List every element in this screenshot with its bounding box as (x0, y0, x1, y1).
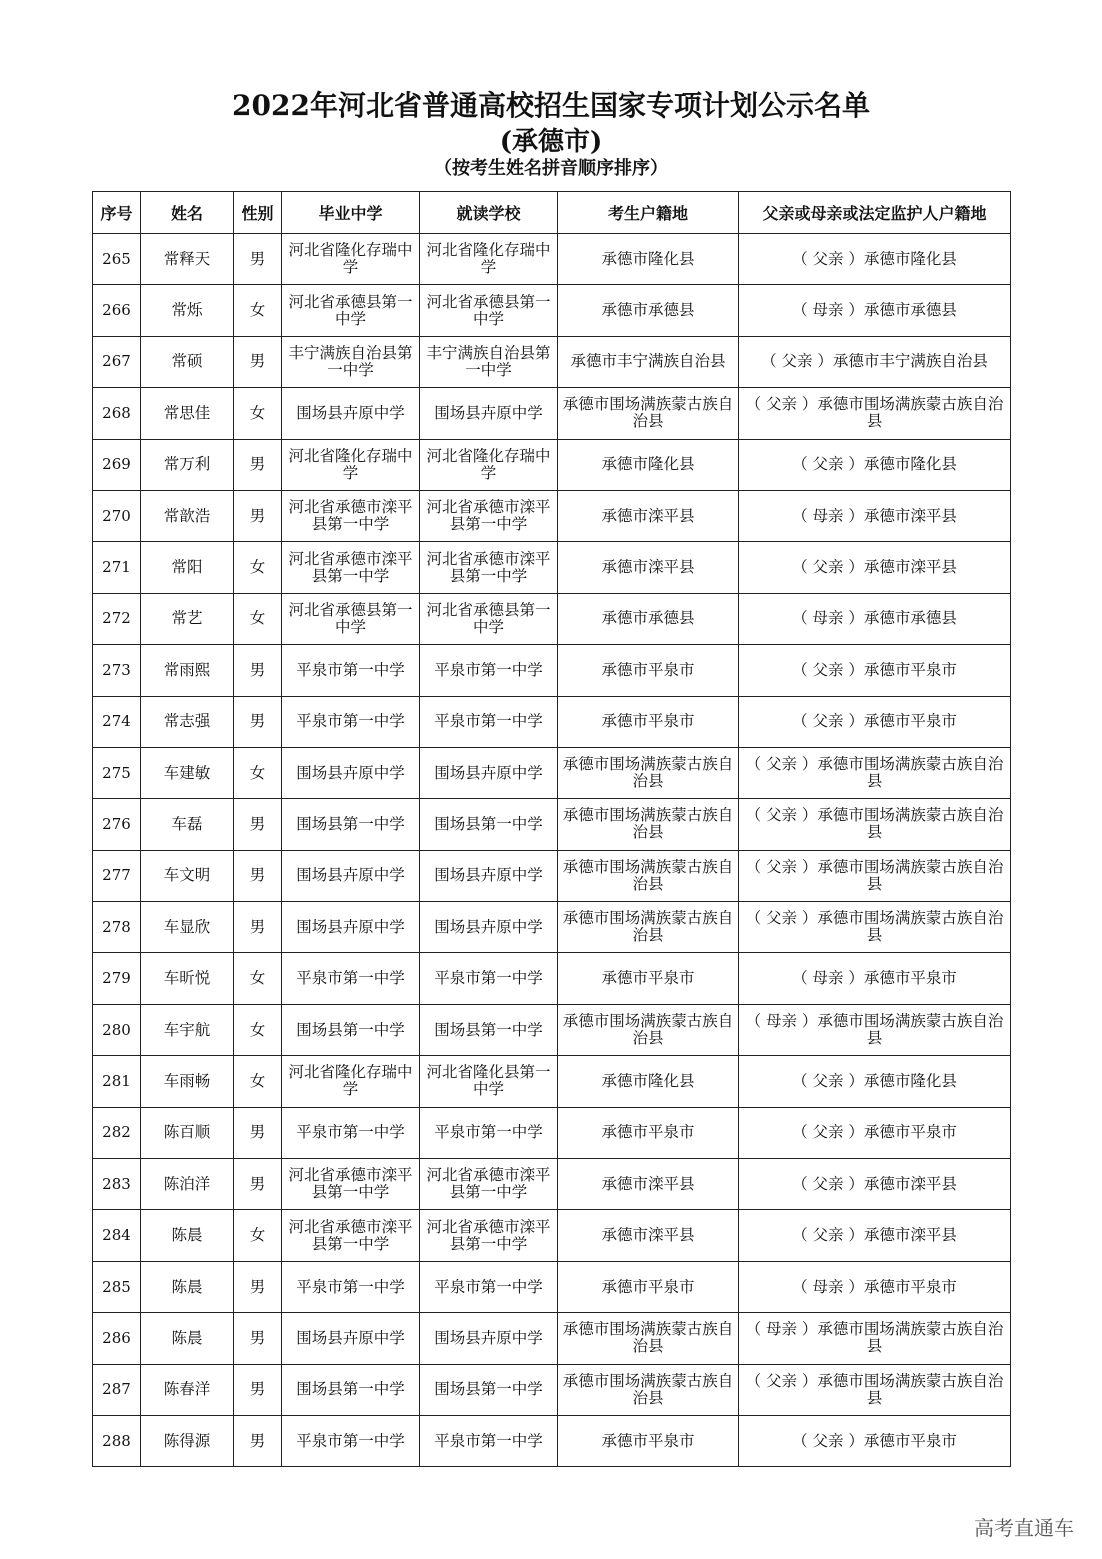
cell-current-school: 平泉市第一中学 (420, 1415, 558, 1466)
cell-graduated-school: 围场县第一中学 (282, 799, 420, 850)
cell-name: 车显欣 (141, 902, 234, 953)
cell-name: 陈晨 (141, 1261, 234, 1312)
cell-graduated-school: 围场县第一中学 (282, 1004, 420, 1055)
cell-guardian-domicile: （ 母亲 ）承德市平泉市 (739, 953, 1011, 1004)
cell-graduated-school: 平泉市第一中学 (282, 953, 420, 1004)
cell-current-school: 河北省隆化存瑞中学 (420, 234, 558, 285)
cell-guardian-domicile: （ 父亲 ）承德市隆化县 (739, 234, 1011, 285)
cell-graduated-school: 河北省承德市滦平县第一中学 (282, 1159, 420, 1210)
cell-gender: 男 (234, 439, 282, 490)
cell-name: 陈得源 (141, 1415, 234, 1466)
table-row (93, 1415, 1011, 1466)
table-row (93, 1004, 1011, 1055)
table-row (93, 542, 1011, 593)
cell-student-domicile: 承德市围场满族蒙古族自治县 (558, 850, 739, 901)
cell-seq: 283 (93, 1159, 141, 1210)
cell-gender: 男 (234, 1107, 282, 1158)
cell-guardian-domicile: （ 父亲 ）承德市平泉市 (739, 1415, 1011, 1466)
cell-name: 陈泊洋 (141, 1159, 234, 1210)
table-row (93, 696, 1011, 747)
cell-name: 常烁 (141, 285, 234, 336)
cell-guardian-domicile: （ 母亲 ）承德市承德县 (739, 285, 1011, 336)
cell-guardian-domicile: （ 父亲 ）承德市滦平县 (739, 1159, 1011, 1210)
table-row (93, 902, 1011, 953)
cell-gender: 女 (234, 747, 282, 798)
cell-current-school: 平泉市第一中学 (420, 1261, 558, 1312)
cell-student-domicile: 承德市隆化县 (558, 1056, 739, 1107)
cell-graduated-school: 河北省隆化存瑞中学 (282, 234, 420, 285)
cell-seq: 275 (93, 747, 141, 798)
table-row (93, 1159, 1011, 1210)
cell-student-domicile: 承德市滦平县 (558, 1159, 739, 1210)
cell-seq: 268 (93, 388, 141, 439)
cell-graduated-school: 河北省承德市滦平县第一中学 (282, 542, 420, 593)
cell-student-domicile: 承德市滦平县 (558, 1210, 739, 1261)
cell-name: 常雨熙 (141, 645, 234, 696)
cell-current-school: 围场县第一中学 (420, 1004, 558, 1055)
cell-current-school: 围场县第一中学 (420, 1364, 558, 1415)
cell-guardian-domicile: （ 母亲 ）承德市承德县 (739, 593, 1011, 644)
cell-guardian-domicile: （ 父亲 ）承德市平泉市 (739, 645, 1011, 696)
cell-current-school: 平泉市第一中学 (420, 696, 558, 747)
header-seq: 序号 (93, 192, 141, 234)
cell-student-domicile: 承德市围场满族蒙古族自治县 (558, 1364, 739, 1415)
cell-seq: 284 (93, 1210, 141, 1261)
cell-gender: 女 (234, 1056, 282, 1107)
cell-graduated-school: 围场县卉原中学 (282, 388, 420, 439)
cell-gender: 女 (234, 593, 282, 644)
cell-student-domicile: 承德市平泉市 (558, 953, 739, 1004)
header-gender: 性别 (234, 192, 282, 234)
cell-current-school: 河北省承德县第一中学 (420, 593, 558, 644)
roster-body (93, 234, 1011, 1467)
table-row (93, 234, 1011, 285)
cell-graduated-school: 河北省承德市滦平县第一中学 (282, 490, 420, 541)
cell-name: 常万利 (141, 439, 234, 490)
cell-gender: 男 (234, 336, 282, 387)
cell-gender: 男 (234, 234, 282, 285)
cell-student-domicile: 承德市平泉市 (558, 1261, 739, 1312)
cell-seq: 273 (93, 645, 141, 696)
cell-guardian-domicile: （ 父亲 ）承德市平泉市 (739, 696, 1011, 747)
cell-student-domicile: 承德市围场满族蒙古族自治县 (558, 799, 739, 850)
cell-name: 车建敏 (141, 747, 234, 798)
cell-student-domicile: 承德市平泉市 (558, 1107, 739, 1158)
cell-name: 陈晨 (141, 1313, 234, 1364)
cell-seq: 270 (93, 490, 141, 541)
cell-seq: 274 (93, 696, 141, 747)
cell-gender: 男 (234, 1313, 282, 1364)
sort-note: （按考生姓名拼音顺序排序） (434, 158, 668, 179)
cell-current-school: 河北省承德市滦平县第一中学 (420, 490, 558, 541)
table-row (93, 490, 1011, 541)
cell-current-school: 河北省承德市滦平县第一中学 (420, 1210, 558, 1261)
cell-student-domicile: 承德市滦平县 (558, 490, 739, 541)
cell-guardian-domicile: （ 父亲 ）承德市围场满族蒙古族自治县 (739, 850, 1011, 901)
cell-student-domicile: 承德市平泉市 (558, 645, 739, 696)
cell-name: 常释天 (141, 234, 234, 285)
cell-seq: 281 (93, 1056, 141, 1107)
cell-student-domicile: 承德市丰宁满族自治县 (558, 336, 739, 387)
cell-current-school: 河北省隆化县第一中学 (420, 1056, 558, 1107)
cell-seq: 278 (93, 902, 141, 953)
table-row (93, 439, 1011, 490)
cell-current-school: 围场县卉原中学 (420, 902, 558, 953)
cell-current-school: 围场县卉原中学 (420, 1313, 558, 1364)
cell-name: 陈晨 (141, 1210, 234, 1261)
cell-guardian-domicile: （ 父亲 ）承德市滦平县 (739, 1210, 1011, 1261)
cell-guardian-domicile: （ 父亲 ）承德市围场满族蒙古族自治县 (739, 799, 1011, 850)
table-row (93, 747, 1011, 798)
cell-current-school: 河北省承德市滦平县第一中学 (420, 1159, 558, 1210)
cell-guardian-domicile: （ 父亲 ）承德市隆化县 (739, 1056, 1011, 1107)
cell-graduated-school: 河北省隆化存瑞中学 (282, 1056, 420, 1107)
cell-graduated-school: 围场县卉原中学 (282, 902, 420, 953)
cell-graduated-school: 围场县卉原中学 (282, 747, 420, 798)
table-row (93, 593, 1011, 644)
cell-seq: 276 (93, 799, 141, 850)
cell-guardian-domicile: （ 母亲 ）承德市围场满族蒙古族自治县 (739, 1004, 1011, 1055)
table-row (93, 1107, 1011, 1158)
table-row (93, 799, 1011, 850)
document-title: 2022年河北省普通高校招生国家专项计划公示名单 (232, 89, 870, 122)
cell-current-school: 平泉市第一中学 (420, 1107, 558, 1158)
cell-graduated-school: 河北省承德市滦平县第一中学 (282, 1210, 420, 1261)
cell-current-school: 河北省承德县第一中学 (420, 285, 558, 336)
cell-gender: 女 (234, 1210, 282, 1261)
cell-name: 常硕 (141, 336, 234, 387)
header-name: 姓名 (141, 192, 234, 234)
cell-name: 常艺 (141, 593, 234, 644)
cell-gender: 男 (234, 645, 282, 696)
cell-gender: 男 (234, 1159, 282, 1210)
cell-gender: 女 (234, 953, 282, 1004)
table-row (93, 1313, 1011, 1364)
cell-current-school: 围场县第一中学 (420, 799, 558, 850)
table-row (93, 1210, 1011, 1261)
cell-student-domicile: 承德市围场满族蒙古族自治县 (558, 388, 739, 439)
table-row (93, 388, 1011, 439)
cell-name: 车宇航 (141, 1004, 234, 1055)
cell-name: 常歆浩 (141, 490, 234, 541)
cell-gender: 男 (234, 850, 282, 901)
cell-student-domicile: 承德市隆化县 (558, 234, 739, 285)
table-row (93, 336, 1011, 387)
cell-graduated-school: 平泉市第一中学 (282, 1107, 420, 1158)
cell-student-domicile: 承德市平泉市 (558, 696, 739, 747)
table-row (93, 850, 1011, 901)
cell-graduated-school: 围场县卉原中学 (282, 850, 420, 901)
roster-table (92, 191, 1011, 1467)
watermark-text: 高考直通车 (974, 1516, 1074, 1540)
cell-seq: 288 (93, 1415, 141, 1466)
cell-student-domicile: 承德市承德县 (558, 593, 739, 644)
table-row (93, 285, 1011, 336)
cell-gender: 男 (234, 1415, 282, 1466)
cell-student-domicile: 承德市平泉市 (558, 1415, 739, 1466)
cell-student-domicile: 承德市滦平县 (558, 542, 739, 593)
cell-current-school: 围场县卉原中学 (420, 747, 558, 798)
cell-graduated-school: 平泉市第一中学 (282, 696, 420, 747)
cell-gender: 男 (234, 1261, 282, 1312)
cell-guardian-domicile: （ 父亲 ）承德市平泉市 (739, 1107, 1011, 1158)
table-row (93, 1364, 1011, 1415)
cell-seq: 286 (93, 1313, 141, 1364)
cell-seq: 287 (93, 1364, 141, 1415)
cell-seq: 272 (93, 593, 141, 644)
cell-name: 车雨畅 (141, 1056, 234, 1107)
cell-student-domicile: 承德市围场满族蒙古族自治县 (558, 1004, 739, 1055)
cell-graduated-school: 平泉市第一中学 (282, 1261, 420, 1312)
cell-gender: 女 (234, 1004, 282, 1055)
cell-graduated-school: 河北省隆化存瑞中学 (282, 439, 420, 490)
cell-gender: 女 (234, 285, 282, 336)
cell-seq: 285 (93, 1261, 141, 1312)
cell-name: 车昕悦 (141, 953, 234, 1004)
cell-name: 车文明 (141, 850, 234, 901)
cell-gender: 男 (234, 696, 282, 747)
table-row (93, 645, 1011, 696)
cell-current-school: 平泉市第一中学 (420, 953, 558, 1004)
cell-name: 常阳 (141, 542, 234, 593)
cell-name: 车磊 (141, 799, 234, 850)
table-row (93, 1056, 1011, 1107)
cell-current-school: 河北省隆化存瑞中学 (420, 439, 558, 490)
cell-seq: 277 (93, 850, 141, 901)
cell-current-school: 围场县卉原中学 (420, 850, 558, 901)
header-student-domicile: 考生户籍地 (558, 192, 739, 234)
cell-gender: 男 (234, 799, 282, 850)
cell-gender: 女 (234, 542, 282, 593)
cell-guardian-domicile: （ 父亲 ）承德市围场满族蒙古族自治县 (739, 388, 1011, 439)
cell-gender: 男 (234, 902, 282, 953)
cell-current-school: 围场县卉原中学 (420, 388, 558, 439)
cell-current-school: 平泉市第一中学 (420, 645, 558, 696)
cell-guardian-domicile: （ 母亲 ）承德市围场满族蒙古族自治县 (739, 1313, 1011, 1364)
cell-student-domicile: 承德市隆化县 (558, 439, 739, 490)
cell-guardian-domicile: （ 父亲 ）承德市丰宁满族自治县 (739, 336, 1011, 387)
cell-gender: 女 (234, 388, 282, 439)
table-row (93, 1261, 1011, 1312)
cell-gender: 男 (234, 1364, 282, 1415)
cell-name: 常志强 (141, 696, 234, 747)
cell-name: 常思佳 (141, 388, 234, 439)
cell-graduated-school: 河北省承德县第一中学 (282, 285, 420, 336)
cell-name: 陈百顺 (141, 1107, 234, 1158)
cell-graduated-school: 围场县第一中学 (282, 1364, 420, 1415)
cell-guardian-domicile: （ 母亲 ）承德市滦平县 (739, 490, 1011, 541)
cell-seq: 267 (93, 336, 141, 387)
cell-current-school: 丰宁满族自治县第一中学 (420, 336, 558, 387)
cell-gender: 男 (234, 490, 282, 541)
cell-name: 陈春洋 (141, 1364, 234, 1415)
table-row (93, 953, 1011, 1004)
cell-seq: 280 (93, 1004, 141, 1055)
cell-student-domicile: 承德市围场满族蒙古族自治县 (558, 747, 739, 798)
cell-seq: 282 (93, 1107, 141, 1158)
cell-seq: 265 (93, 234, 141, 285)
cell-seq: 279 (93, 953, 141, 1004)
header-graduated-school: 毕业中学 (282, 192, 420, 234)
cell-guardian-domicile: （ 父亲 ）承德市隆化县 (739, 439, 1011, 490)
header-guardian-domicile: 父亲或母亲或法定监护人户籍地 (739, 192, 1011, 234)
cell-guardian-domicile: （ 父亲 ）承德市滦平县 (739, 542, 1011, 593)
cell-seq: 271 (93, 542, 141, 593)
cell-graduated-school: 河北省承德县第一中学 (282, 593, 420, 644)
cell-guardian-domicile: （ 父亲 ）承德市围场满族蒙古族自治县 (739, 902, 1011, 953)
cell-guardian-domicile: （ 父亲 ）承德市围场满族蒙古族自治县 (739, 747, 1011, 798)
header-current-school: 就读学校 (420, 192, 558, 234)
cell-seq: 266 (93, 285, 141, 336)
cell-guardian-domicile: （ 母亲 ）承德市平泉市 (739, 1261, 1011, 1312)
cell-student-domicile: 承德市围场满族蒙古族自治县 (558, 1313, 739, 1364)
cell-guardian-domicile: （ 父亲 ）承德市围场满族蒙古族自治县 (739, 1364, 1011, 1415)
cell-graduated-school: 围场县卉原中学 (282, 1313, 420, 1364)
header-row (93, 192, 1011, 234)
cell-seq: 269 (93, 439, 141, 490)
cell-graduated-school: 平泉市第一中学 (282, 645, 420, 696)
cell-student-domicile: 承德市承德县 (558, 285, 739, 336)
cell-graduated-school: 丰宁满族自治县第一中学 (282, 336, 420, 387)
document-subtitle: (承德市) (499, 127, 603, 157)
cell-graduated-school: 平泉市第一中学 (282, 1415, 420, 1466)
cell-student-domicile: 承德市围场满族蒙古族自治县 (558, 902, 739, 953)
cell-current-school: 河北省承德市滦平县第一中学 (420, 542, 558, 593)
